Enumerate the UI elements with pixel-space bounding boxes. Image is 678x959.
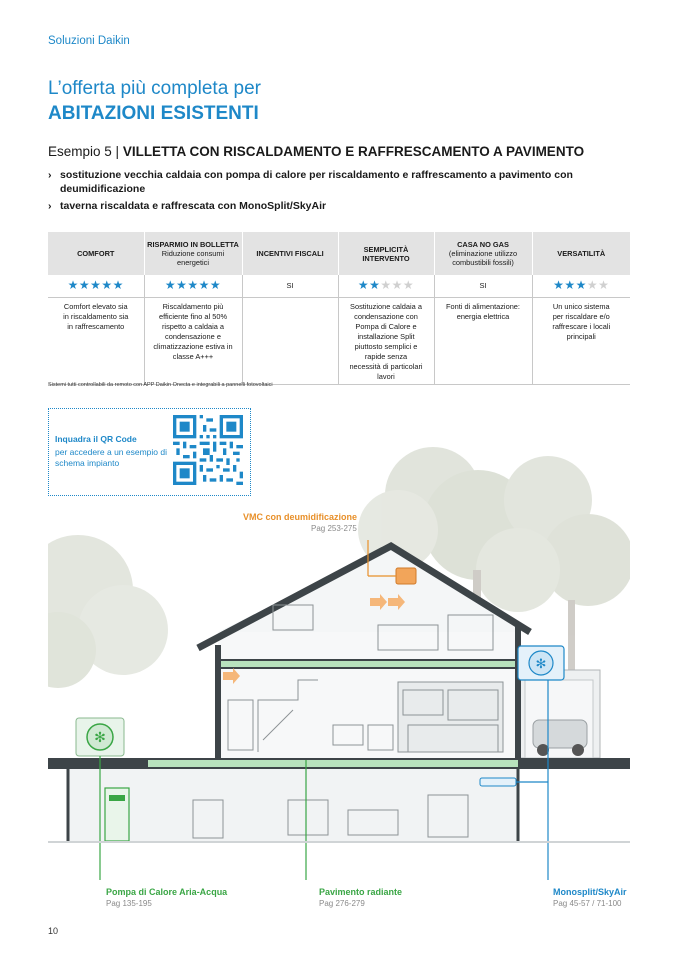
- rating-cell: [48, 275, 144, 297]
- star-filled-icon: ★: [187, 277, 199, 292]
- star-filled-icon: ★: [112, 277, 124, 292]
- vmc-unit: [396, 568, 416, 584]
- star-filled-icon: ★: [78, 277, 91, 292]
- star-filled-icon: ★: [176, 277, 188, 292]
- monosplit-indoor-unit: [480, 778, 516, 786]
- rating-cell: SI: [242, 275, 338, 297]
- description-cell: Fonti di alimentazione: energia elettrica: [434, 297, 532, 384]
- table-header: SEMPLICITÀ INTERVENTO: [338, 232, 434, 275]
- table-header: COMFORT: [48, 232, 144, 275]
- footnote: Sistemi tutti controllabili da remoto con APP Daikin Onecta e integrabili a pannelli fotovoltaici: [48, 382, 273, 388]
- qr-code-icon[interactable]: [173, 415, 243, 485]
- chevron-right-icon: ›: [48, 200, 52, 212]
- description-cell: Un unico sistema per riscaldare e/o raffrescare i locali principali: [552, 301, 611, 341]
- star-filled-icon: ★: [90, 277, 102, 292]
- star-filled-icon: ★: [164, 277, 177, 292]
- rating-cell: [144, 275, 242, 297]
- vmc-pages: Pag 253-275: [311, 524, 357, 533]
- star-filled-icon: ★: [575, 277, 587, 292]
- garage: [518, 670, 600, 758]
- table-header-row: [48, 232, 630, 275]
- pompa-label: Pompa di Calore Aria-Acqua: [106, 887, 228, 897]
- example-prefix: Esempio 5 |: [48, 144, 120, 159]
- star-filled-icon: ★: [67, 277, 79, 292]
- section-label: Soluzioni Daikin: [48, 35, 130, 47]
- rating-row: [48, 275, 630, 297]
- monosplit-label: Monosplit/SkyAir: [553, 887, 627, 897]
- bullet-item: [48, 168, 608, 196]
- bullet-text: taverna riscaldata e raffrescata con MonoSplit/SkyAir: [60, 200, 327, 212]
- star-filled-icon: ★: [198, 277, 210, 292]
- monosplit-pages: Pag 45-57 / 71-100: [553, 899, 622, 908]
- star-filled-icon: ★: [369, 277, 381, 292]
- rating-cell: SI: [434, 275, 532, 297]
- pavimento-label: Pavimento radiante: [319, 887, 403, 897]
- table-header: INCENTIVI FISCALI: [242, 232, 338, 275]
- bullet-text: sostituzione vecchia caldaia con pompa di calore per riscaldamento e raffrescamento a pavimento con deumidificazione: [60, 169, 573, 195]
- star-empty-icon: ★: [598, 277, 610, 292]
- rating-cell: [532, 275, 630, 297]
- star-filled-icon: ★: [101, 277, 113, 292]
- pavimento-pages: Pag 276-279: [319, 899, 365, 908]
- rating-cell: [338, 275, 434, 297]
- bullet-item: [48, 199, 608, 213]
- star-filled-icon: ★: [564, 277, 576, 292]
- example-heading: [48, 144, 584, 159]
- star-empty-icon: ★: [380, 277, 392, 292]
- star-empty-icon: ★: [402, 277, 415, 292]
- description-row: [48, 297, 630, 384]
- page-title-line1: L’offerta più completa per: [48, 78, 262, 99]
- fan-icon: ✻: [94, 730, 106, 746]
- page-title-line2: ABITAZIONI ESISTENTI: [48, 103, 259, 124]
- description-cell: Sostituzione caldaia a condensazione con Pompa di Calore e installazione Split piuttosto semplici e rapide senza necessità di particolari lavori: [338, 297, 434, 384]
- qr-text: per accedere a un esempio di schema impianto: [55, 447, 167, 468]
- description-cell: Riscaldamento più efficiente fino al 50% rispetto a caldaia a condensazione e climatizzazione estiva in classe A+++: [144, 297, 242, 384]
- description-cell: Comfort elevato sia in riscaldamento sia in raffrescamento: [48, 297, 144, 384]
- star-filled-icon: ★: [357, 277, 370, 292]
- vmc-label: VMC con deumidificazione: [243, 512, 358, 522]
- page-number: 10: [48, 926, 59, 936]
- star-filled-icon: ★: [209, 277, 222, 292]
- qr-code-panel: [48, 408, 251, 496]
- fan-icon: ✻: [535, 657, 547, 672]
- table-header: RISPARMIO IN BOLLETTA Riduzione consumi energetici: [144, 232, 242, 275]
- star-empty-icon: ★: [586, 277, 599, 292]
- qr-title: Inquadra il QR Code: [55, 434, 137, 444]
- star-empty-icon: ★: [391, 277, 403, 292]
- table-header: VERSATILITÀ: [532, 232, 630, 275]
- features-table: [48, 232, 630, 385]
- chevron-right-icon: ›: [48, 169, 52, 181]
- bullet-list: [48, 168, 608, 216]
- star-filled-icon: ★: [553, 277, 565, 292]
- example-name: VILLETTA CON RISCALDAMENTO E RAFFRESCAMENTO A PAVIMENTO: [122, 144, 585, 159]
- description-cell: [242, 297, 338, 384]
- pompa-pages: Pag 135-195: [106, 899, 152, 908]
- table-header: CASA NO GAS (eliminazione utilizzo combustibili fossili): [434, 232, 532, 275]
